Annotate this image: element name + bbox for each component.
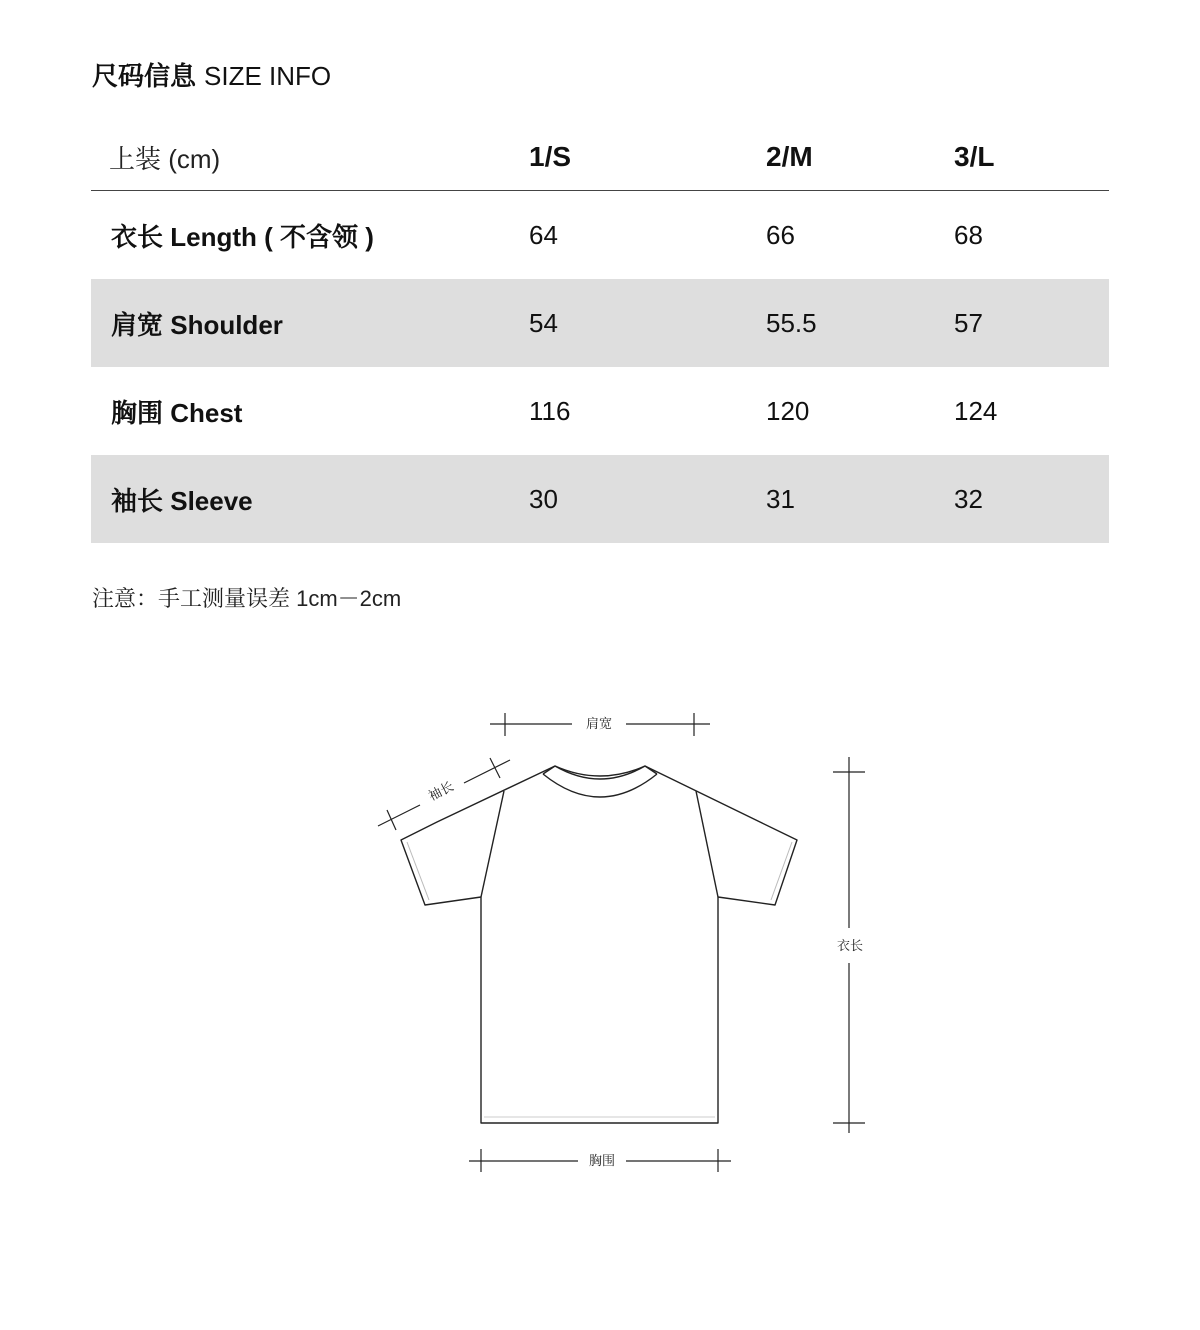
- cell-value: 124: [954, 395, 998, 426]
- row-label: 肩宽 Shoulder: [91, 279, 471, 367]
- cell-value: 57: [954, 279, 1109, 367]
- column-header-size-s: 1/S: [471, 124, 631, 191]
- row-label: 衣长 Length ( 不含领 ): [111, 221, 374, 252]
- cell-value: 30: [471, 455, 631, 543]
- cell-value: 120: [766, 395, 810, 426]
- column-header-size-l: 3/L: [954, 124, 1109, 191]
- title-zh: 尺码信息: [92, 61, 197, 91]
- cell-value: 64: [529, 219, 558, 250]
- length-label: 衣长: [836, 939, 864, 954]
- cell-value: 116: [529, 395, 571, 426]
- cell-value: 68: [954, 219, 983, 250]
- title-en: SIZE INFO: [204, 61, 332, 91]
- cell-value: 32: [954, 455, 1109, 543]
- shoulder-label: 肩宽: [585, 717, 613, 732]
- column-header-unit: 上装 (cm): [91, 124, 471, 191]
- tshirt-icon: [401, 766, 797, 1123]
- column-header-size-m: 2/M: [631, 124, 954, 191]
- cell-value: 66: [766, 219, 795, 250]
- chest-label: 胸围: [588, 1154, 616, 1169]
- cell-value: 55.5: [631, 279, 954, 367]
- cell-value: 54: [471, 279, 631, 367]
- sleeve-label: 袖长: [426, 779, 457, 805]
- row-label: 袖长 Sleeve: [91, 455, 471, 543]
- row-label: 胸围 Chest: [111, 397, 243, 428]
- cell-value: 31: [631, 455, 954, 543]
- measurement-note: 注意：手工测量误差 1cm－2cm: [92, 586, 402, 611]
